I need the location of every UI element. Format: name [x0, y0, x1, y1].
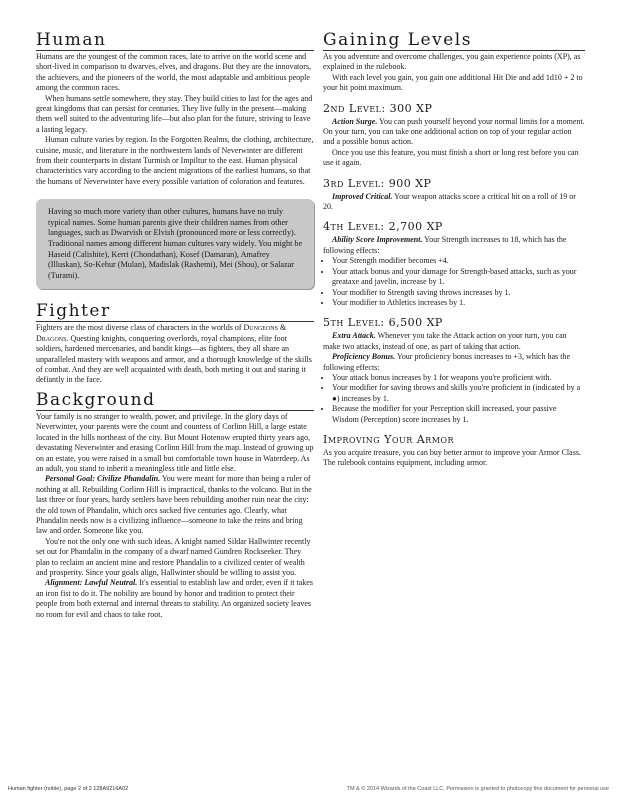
improving-armor-paragraph: As you acquire treasure, you can buy better armor to improve your Armor Class. The rulebook contains equipment, including armor. [323, 447, 581, 468]
right-column [323, 30, 585, 469]
action-surge-paragraph: Action Surge. You can push yourself beyond your normal limits for a moment. On your turn, you can take one additional action on top of your regular action and a possible bonus action. [323, 116, 585, 147]
fighter-heading: Fighter [36, 301, 314, 322]
background-heading: Background [36, 390, 314, 411]
alignment-lead: Alignment: Lawful Neutral. [45, 578, 138, 588]
left-column [36, 30, 314, 620]
improved-critical-paragraph: Improved Critical. Your weapon attacks score a critical hit on a roll of 19 or 20. [323, 191, 576, 212]
human-heading: Human [36, 30, 314, 51]
human-paragraph-2: When humans settle somewhere, they stay. They build cities to last for the ages and great kingdoms that can persist for centuries. They live fully in the present—making them well suited to the adventuring life—but also plan for the future, striving to leave a lasting legacy. [36, 93, 313, 134]
gaining-paragraph-1: As you adventure and overcome challenges, you gain experience points (XP), as explained in the rulebook. [323, 52, 581, 72]
list-item: • Your modifier to Strength saving throws increases by 1. [332, 288, 585, 298]
human-names-text: Having so much more variety than other cultures, humans have no truly typical names. Some human parents give their children names from other languages, such as Dwarvish or Elvish (pronounced more or less correctly). Traditional names among different human cultures vary widely. You might be Haseid (Calishite), Kerri (Chondathan), Kosef (Damaran), Amafrey (Illuskan), So-Kehur (Mulan), Madislak (Rashemi), Mei (Shou), or Salazar (Turami). [48, 207, 303, 280]
proficiency-bonus-paragraph: Proficiency Bonus. Your proficiency bonus increases to +3, which has the following effects: [323, 352, 571, 372]
level-4-heading: 4th Level: 2,700 XP [323, 220, 443, 234]
list-item: • Your modifier to Athletics increases by 1. [332, 298, 585, 308]
footer-left: Human fighter (noble), page 2 of 2 128A9216A02 [8, 786, 129, 792]
level-5-list [323, 373, 585, 425]
level-3-heading: 3rd Level: 900 XP [323, 176, 432, 190]
footer-right: TM & © 2014 Wizards of the Coast LLC. Permission is granted to photocopy this document for personal use [346, 786, 609, 792]
list-item: • Your modifier for saving throws and skills you're proficient in (indicated by a ●) increases by 1. [332, 383, 585, 404]
list-item: • Your attack bonus increases by 1 for weapons you're proficient with. [332, 373, 585, 383]
game-name: Dungeons & Dragons [36, 323, 287, 343]
list-item: • Your Strength modifier becomes +4. [332, 256, 585, 266]
fighter-paragraph: Fighters are the most diverse class of characters in the worlds of Dungeons & Dragons. Questing knights, conquering overlords, royal champions, elite foot soldiers, hardened mercenaries, and bandit kings—as fighters, they all share an unparalleled mastery with weapons and armor, and a thorough knowledge of the skills of combat. And they are well acquainted with death, both meting it out and staring it defiantly in the face. [36, 323, 312, 385]
human-names-sidebar [36, 199, 314, 289]
ability-score-paragraph: Ability Score Improvement. Your Strength increases to 18, which has the following effects: [323, 235, 567, 255]
human-paragraph-1: Humans are the youngest of the common races, late to arrive on the world scene and short-lived in comparison to dwarves, elves, and dragons. But they are the innovators, the achievers, and the pioneers of the world, the most adaptable and ambitious people among the common races. [36, 52, 312, 93]
level-2-heading: 2nd Level: 300 XP [323, 101, 433, 115]
human-paragraph-3: Human culture varies by region. In the Forgotten Realms, the clothing, architecture, cuisine, music, and literature in the northwestern lands of Neverwinter are different from their counterparts in distant Turmish or Impiltur to the east. Human physical characteristics vary according to the ancient migrations of the earliest humans, so that the humans of Neverwinter have every possible variation of coloration and features. [36, 135, 314, 186]
level-5-heading: 5th Level: 6,500 XP [323, 316, 443, 330]
personal-goal-lead: Personal Goal: Civilize Phandalin. [45, 474, 161, 484]
extra-attack-paragraph: Extra Attack. Whenever you take the Attack action on your turn, you can make two attacks, instead of one, as part of taking that action. [323, 331, 567, 351]
list-item: • Because the modifier for your Perception skill increased, your passive Wisdom (Perception) score increases by 1. [332, 404, 585, 425]
gaining-paragraph-2: With each level you gain, you gain one additional Hit Die and add 1d10 + 2 to your hit point maximum. [323, 72, 583, 93]
background-paragraph-1: Your family is no stranger to wealth, power, and privilege. In the glory days of Neverwinter, your parents were the count and countess of Corlinn Hill, a large estate located in the hills northeast of the city. But Mount Hotenow erupted thirty years ago, devastating Neverwinter and erasing Corlinn Hill from the map. Instead of growing up on an estate, you were raised in a small but comfortable town house in Waterdeep. As an adult, you stand to inherit a meaningless title and little else. [36, 411, 314, 473]
gaining-levels-heading: Gaining Levels [323, 30, 585, 51]
list-item: • Your attack bonus and your damage for Strength-based attacks, such as your greataxe and javelin, increase by 1. [332, 267, 585, 288]
proficiency-dot-icon: ● [332, 393, 337, 403]
alignment-paragraph: Alignment: Lawful Neutral. It's essential to establish law and order, even if it takes an iron fist to do it. The nobility are bound by honor and tradition to protect their people from both external and internal threats to stability. An organized society leaves no room for evil and chaos to take root. [36, 578, 313, 619]
improving-armor-heading: Improving Your Armor [323, 432, 455, 446]
personal-goal-paragraph: Personal Goal: Civilize Phandalin. You were meant for more than being a ruler of nothing at all. Rebuilding Corlinn Hill is impractical, thanks to the volcano. But in the last three or four years, hardy settlers have been rebuilding another ruin near the city: the old town of Phandalin, which orcs sacked five centuries ago. Clearly, what Phandalin needs now is a civilizing influence—someone to take the reins and bring law and order. Someone like you. [36, 474, 312, 536]
level-4-list [323, 256, 585, 308]
background-paragraph-3: You're not the only one with such ideas. A knight named Sildar Hallwinter recently set out for Phandalin in the company of a dwarf named Gundren Rockseeker. They plan to reclaim an ancient mine and restore Phandalin to a civilized center of wealth and prosperity. Since your goals align, Hallwinter should be willing to assist you. [36, 536, 311, 577]
action-surge-paragraph-2: Once you use this feature, you must finish a short or long rest before you can use it again. [323, 147, 579, 168]
